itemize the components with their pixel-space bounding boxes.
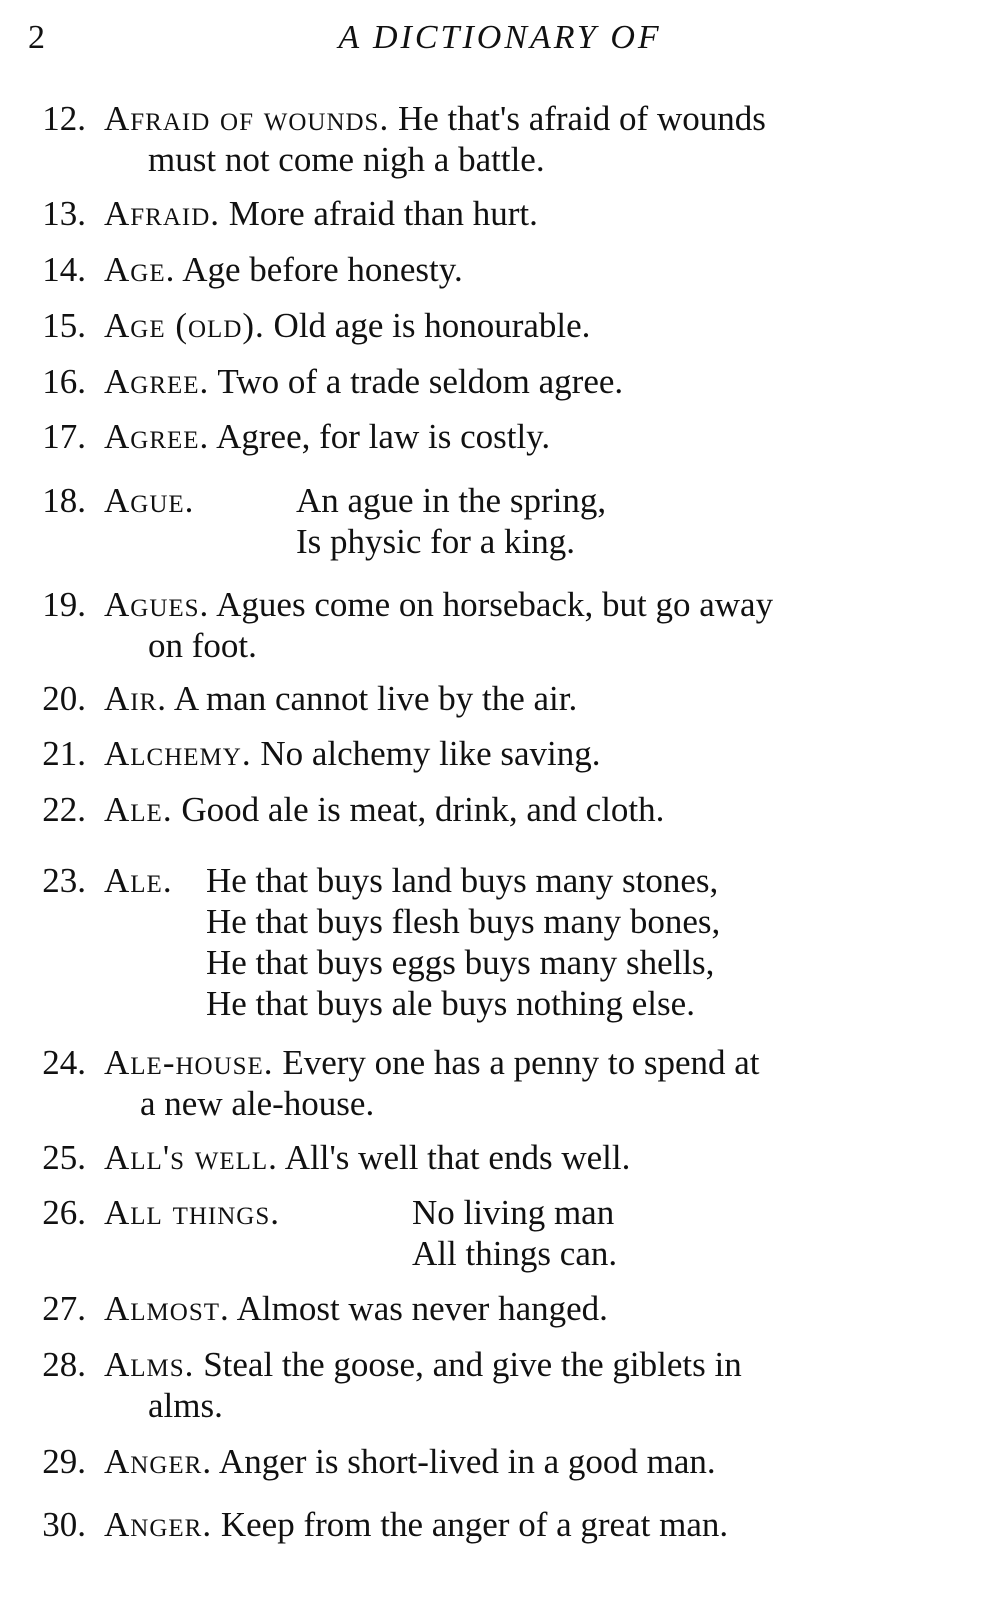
entry-body bbox=[104, 1137, 962, 1178]
entry-number: 30. bbox=[42, 1505, 86, 1544]
verse bbox=[206, 860, 720, 1024]
entry-number: 13. bbox=[42, 194, 86, 233]
entry-keyword: Agues. bbox=[104, 585, 210, 624]
entry-keyword: Afraid of wounds. bbox=[104, 99, 390, 138]
entry-text: Almost was never hanged. bbox=[236, 1289, 608, 1328]
verse-line: He that buys flesh buys many bones, bbox=[206, 902, 721, 941]
entry-text: More afraid than hurt. bbox=[228, 194, 538, 233]
entry-number: 28. bbox=[42, 1345, 86, 1384]
entry-keyword: Ale. bbox=[104, 790, 173, 829]
entry-body bbox=[104, 1344, 962, 1426]
entry-text: Agree, for law is costly. bbox=[216, 417, 551, 456]
verse-line: He that buys land buys many stones, bbox=[206, 861, 719, 900]
entry-text: No alchemy like saving. bbox=[260, 734, 601, 773]
entry-body bbox=[104, 1288, 962, 1329]
entry-number: 15. bbox=[42, 306, 86, 345]
entry-line bbox=[104, 1344, 962, 1385]
entry-number: 29. bbox=[42, 1442, 86, 1481]
entry-keyword: Age (old). bbox=[104, 306, 265, 345]
verse-line: He that buys eggs buys many shells, bbox=[206, 943, 715, 982]
entry-number: 27. bbox=[42, 1289, 86, 1328]
entry-body bbox=[104, 98, 962, 180]
verse bbox=[412, 1192, 617, 1274]
entry-keyword: Alms. bbox=[104, 1345, 195, 1384]
entry-body bbox=[104, 249, 962, 290]
entry-keyword: Agree. bbox=[104, 362, 210, 401]
verse-line: He that buys ale buys nothing else. bbox=[206, 984, 695, 1023]
entry-continuation: alms. bbox=[148, 1386, 223, 1425]
entry-keyword: Age. bbox=[104, 250, 176, 289]
entry-keyword: Anger. bbox=[104, 1442, 213, 1481]
entry-keyword: Alchemy. bbox=[104, 734, 252, 773]
verse bbox=[296, 480, 606, 562]
entry-body bbox=[104, 193, 962, 234]
entry-line bbox=[104, 98, 962, 139]
entry-body bbox=[104, 361, 962, 402]
page-number: 2 bbox=[28, 19, 45, 56]
entry-continuation: must not come nigh a battle. bbox=[148, 140, 545, 179]
entry-keyword: Almost. bbox=[104, 1289, 230, 1328]
entry-keyword: All's well. bbox=[104, 1138, 278, 1177]
verse-line: No living man bbox=[412, 1193, 615, 1232]
entry-number: 22. bbox=[42, 790, 86, 829]
entry-keyword: Ale-house. bbox=[104, 1043, 274, 1082]
entry-text: Agues come on horseback, but go away bbox=[216, 585, 774, 624]
entry-text: All's well that ends well. bbox=[284, 1138, 631, 1177]
entry-body bbox=[104, 1504, 962, 1545]
verse-line: All things can. bbox=[412, 1234, 618, 1273]
entry-keyword: Air. bbox=[104, 679, 168, 718]
entry-keyword: Ague. bbox=[104, 481, 195, 520]
entry-continuation: a new ale-house. bbox=[140, 1084, 375, 1123]
verse-line: An ague in the spring, bbox=[296, 481, 607, 520]
entry-keyword: All things. bbox=[104, 1193, 280, 1232]
entry-number: 25. bbox=[42, 1138, 86, 1177]
entry-body bbox=[104, 416, 962, 457]
entry-keyword: Anger. bbox=[104, 1505, 213, 1544]
entry-body bbox=[104, 1042, 962, 1124]
entry-text: A man cannot live by the air. bbox=[173, 679, 578, 718]
entry-body bbox=[104, 678, 962, 719]
entry-number: 21. bbox=[42, 734, 86, 773]
entry-keyword: Afraid. bbox=[104, 194, 221, 233]
entry-number: 12. bbox=[42, 99, 86, 138]
entry-keyword: Ale. bbox=[104, 861, 173, 900]
entry-text: Two of a trade seldom agree. bbox=[217, 362, 624, 401]
entry-body bbox=[104, 584, 962, 666]
entry-keyword: Agree. bbox=[104, 417, 210, 456]
entry-line bbox=[104, 584, 962, 625]
entry-body bbox=[104, 789, 962, 830]
entry-number: 26. bbox=[42, 1193, 86, 1232]
entry-text: Old age is honourable. bbox=[273, 306, 591, 345]
entry-number: 17. bbox=[42, 417, 86, 456]
entry-number: 18. bbox=[42, 481, 86, 520]
entry-body bbox=[104, 1441, 962, 1482]
entry-body bbox=[104, 305, 962, 346]
entry-text: Anger is short-lived in a good man. bbox=[218, 1442, 716, 1481]
entry-text: Every one has a penny to spend at bbox=[282, 1043, 760, 1082]
verse-line: Is physic for a king. bbox=[296, 522, 575, 561]
entry-continuation: on foot. bbox=[148, 626, 257, 665]
entry-text: He that's afraid of wounds bbox=[397, 99, 766, 138]
entry-number: 16. bbox=[42, 362, 86, 401]
running-head: A DICTIONARY OF bbox=[338, 19, 662, 56]
entry-text: Steal the goose, and give the giblets in bbox=[203, 1345, 742, 1384]
entry-number: 23. bbox=[42, 861, 86, 900]
entry-text: Good ale is meat, drink, and cloth. bbox=[181, 790, 665, 829]
entry-body bbox=[104, 733, 962, 774]
entry-text: Age before honesty. bbox=[182, 250, 463, 289]
entry-number: 14. bbox=[42, 250, 86, 289]
entry-number: 19. bbox=[42, 585, 86, 624]
entry-text: Keep from the anger of a great man. bbox=[220, 1505, 729, 1544]
entry-line bbox=[104, 1042, 962, 1083]
entry-number: 24. bbox=[42, 1043, 86, 1082]
entry-number: 20. bbox=[42, 679, 86, 718]
